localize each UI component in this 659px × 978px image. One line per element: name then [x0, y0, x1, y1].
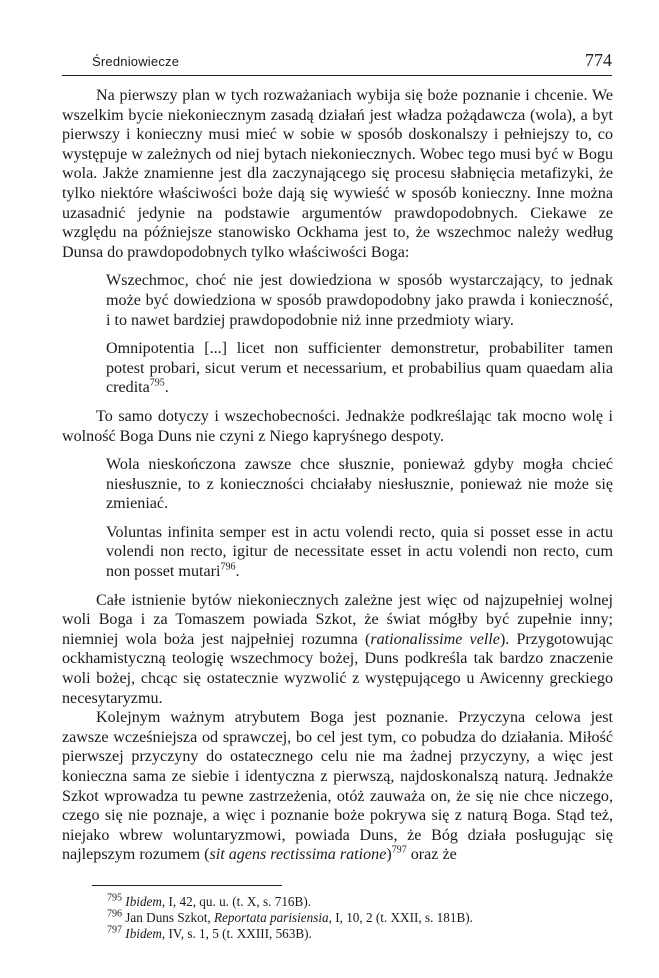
footnote-text: , IV, s. 1, 5 (t. XXIII, 563B). — [161, 926, 312, 942]
paragraph — [62, 708, 613, 865]
footnote-ref: 795 — [149, 377, 165, 389]
paragraph: To samo dotyczy i wszechobecności. Jednakże podkreślając tak mocno wolę i wolność Boga Duns nie czyni z Niego kapryśnego despoty. — [62, 407, 613, 445]
paragraph-text: Kolejnym ważnym atrybutem Boga jest poznanie. Przyczyna celowa jest zawsze wcześniejsza od sprawczej, bo cel jest tym, co pobudza do działania. Miłość pierwszej przyczyny do ostatecznego celu nie ma żadnej przyczyny, a więc jest konieczna sama ze siebie i identyczna z pierwszą, najdoskonalszą naturą. Jednakże Szkot wprowadza tu pewne zastrzeżenia, otóż zauważa on, że się nie chce niczego, czego się nie poznaje, a więc i poznanie boże pokrywa się z naturą Boga. Stąd też, niejako wbrew woluntaryzmowi, powiada Duns, że Bóg działa posługując się najlepszym rozumem ( — [62, 709, 613, 864]
latin-term: rationalissime velle — [370, 630, 500, 648]
footnote-italic: Ibidem — [125, 926, 162, 942]
footnote — [107, 910, 607, 926]
quote-end: . — [235, 563, 240, 581]
page-number: 774 — [585, 50, 612, 70]
footnote-number: 796 — [107, 908, 122, 920]
footnotes — [107, 894, 607, 943]
footnote-italic: Reportata parisiensia — [213, 910, 329, 926]
paragraph-text: oraz że — [406, 846, 457, 864]
quote-text: Voluntas infinita semper est in actu volendi recto, quia si posset esse in actu volendi non recto, igitur de necessitate esset in actu volendi non recto, cum non posset mutari — [106, 523, 613, 581]
running-head: Średniowiecze — [92, 54, 180, 69]
footnote-text: , I, 42, qu. u. (t. X, s. 716B). — [161, 894, 312, 909]
footnote-text: , I, 10, 2 (t. XXII, s. 181B). — [328, 910, 473, 926]
footnote — [107, 926, 607, 942]
footnote-rule — [92, 885, 282, 886]
quote-end: . — [164, 379, 169, 397]
footnote-ref: 796 — [220, 561, 236, 573]
footnote — [107, 894, 607, 910]
paragraph-text: ). Przygotowując ockhamistyczną teologię wszechmocy bożej, Duns podkreśla tak bardzo znaczenie woli bożej, chcąc się ostatecznie wyzwolić z występującego u Awicenny greckiego necesytaryzmu. — [62, 630, 614, 707]
block-quote-latin — [106, 339, 613, 398]
footnote-italic: Ibidem — [125, 894, 162, 909]
block-quote: Wola nieskończona zawsze chce słusznie, ponieważ gdyby mogła chcieć niesłusznie, to z konieczności chciałaby niesłusznie, ponieważ nie może się zmieniać. — [106, 456, 613, 513]
paragraph-text: ) — [386, 846, 392, 864]
block-quote-latin — [106, 523, 613, 582]
quote-text: Omnipotentia [...] licet non sufficienter demonstretur, probabiliter tamen potest probari, sicut verum et necessarium, et probabilius quam quaedam alia credita — [106, 340, 613, 397]
page-header — [92, 50, 612, 72]
footnote-number: 795 — [107, 892, 122, 904]
footnote-number: 797 — [107, 925, 122, 937]
header-rule — [62, 75, 612, 76]
block-quote: Wszechmoc, choć nie jest dowiedziona w sposób wystarczający, to jednak może być dowiedziona w sposób prawdopodobny jako prawda i konieczność, i to nawet bardziej prawdopodobnie niż inne przedmioty wiary. — [106, 272, 613, 329]
footnote-text: Jan Duns Szkot, — [125, 910, 214, 926]
paragraph-text: Całe istnienie bytów niekoniecznych zależne jest więc od najzupełniej wolnej woli Boga i za Tomaszem powiada Szkot, że świat mógłby być zupełnie inny; niemniej wola boża jest najpełniej rozumna ( — [62, 591, 613, 648]
paragraph — [62, 591, 613, 709]
footnote-ref: 797 — [391, 845, 407, 857]
main-text — [62, 86, 613, 865]
paragraph: Na pierwszy plan w tych rozważaniach wybija się boże poznanie i chcenie. We wszelkim bycie niekoniecznym zasadą działań jest władza pożądawcza (wola), a byt pierwszy i konieczny musi mieć w sobie w sposób doskonalszy i pełniejszy to, co występuje w zależnych od niej bytach niekoniecznych. Wobec tego musi być w Bogu wola. Jakże znamienne jest dla zaczynającego się procesu słabnięcia metafizyki, że tylko niektóre właściwości boże dają się wywieść w sposób konieczny. Inne można uzasadnić jedynie na podstawie argumentów prawdopodobnych. Ciekawe ze względu na późniejsze stanowisko Ockhama jest to, że wszechmoc należy według Dunsa do prawdopodobnych tylko właściwości Boga: — [62, 87, 613, 261]
latin-term: sit agens rectissima ratione — [209, 846, 387, 864]
